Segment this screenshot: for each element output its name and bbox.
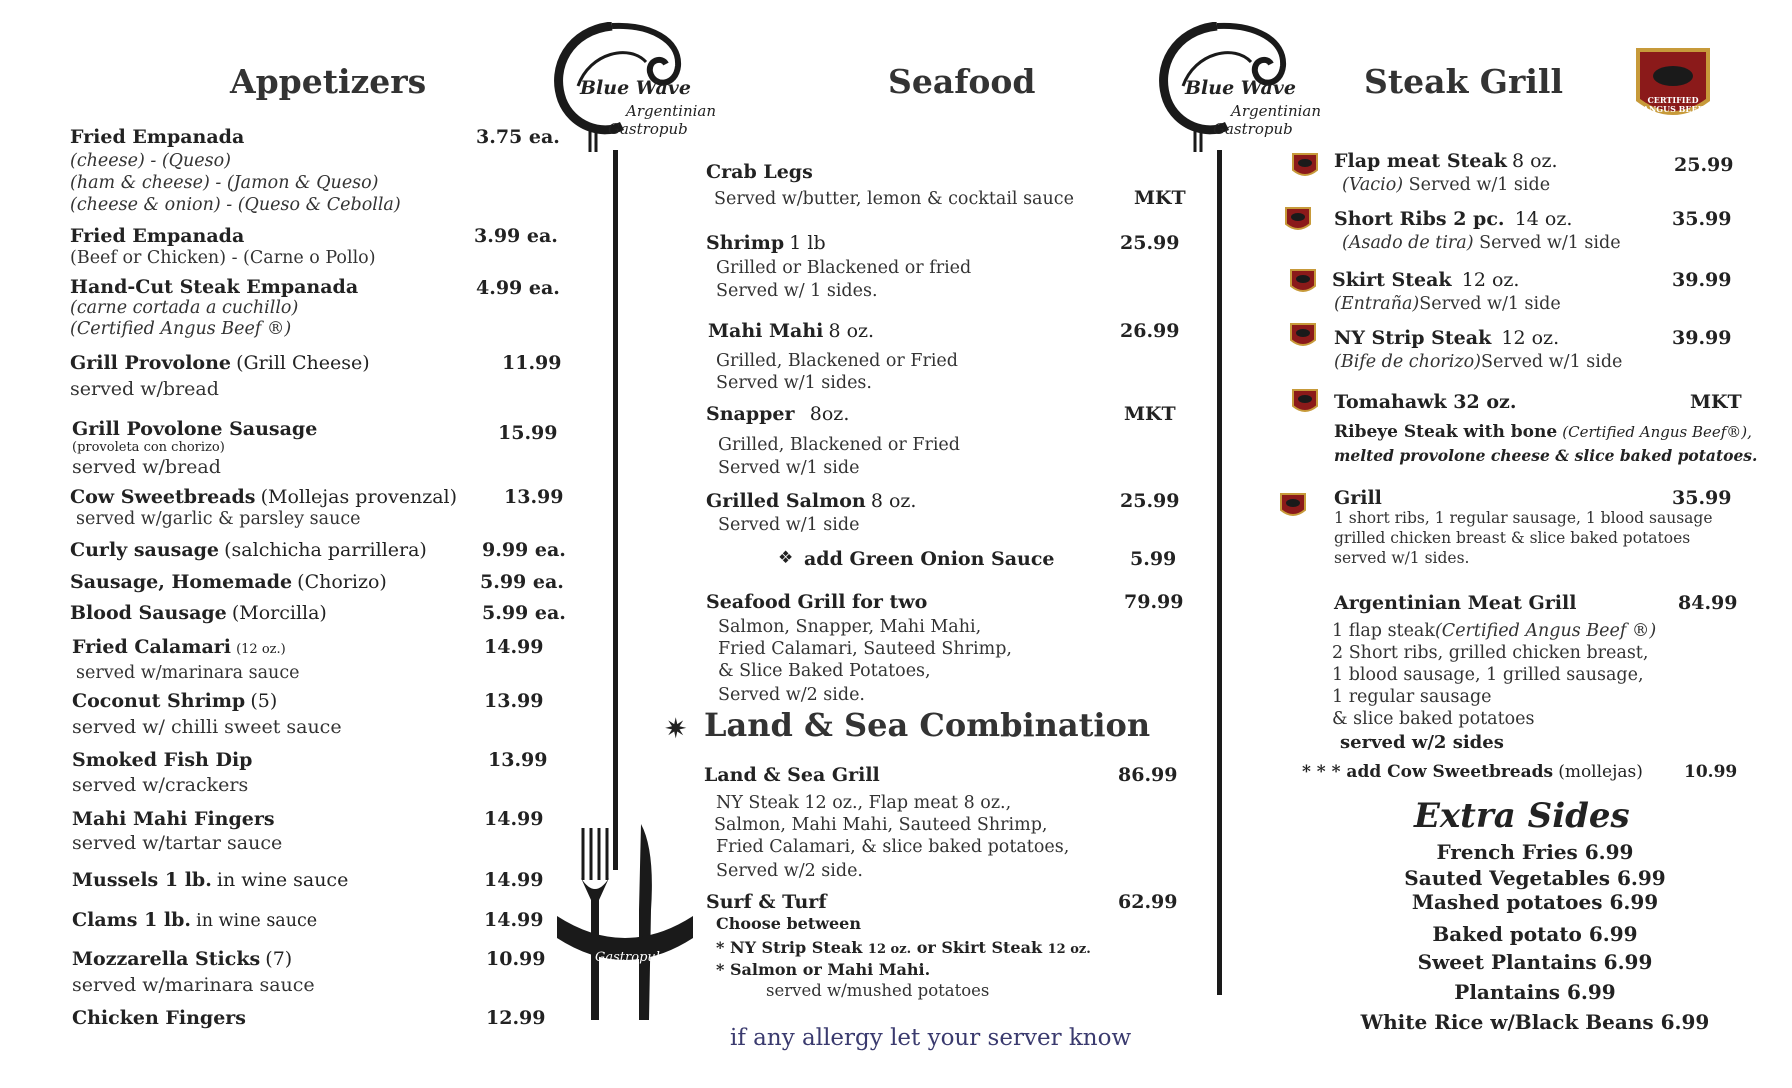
- item-desc: (Certified Angus Beef®),: [1562, 423, 1752, 441]
- item-note: (mollejas): [1558, 762, 1643, 782]
- item-price: 5.99: [1130, 548, 1177, 570]
- item-desc: Served w/1 side: [1479, 233, 1621, 253]
- item-price: 39.99: [1672, 327, 1732, 349]
- item-note: (salchicha parrillera): [224, 539, 427, 561]
- item-name: Blood Sausage: [70, 602, 227, 624]
- item-desc: Served w/1 side: [718, 515, 860, 535]
- item-name: Land & Sea Grill: [704, 764, 880, 786]
- logo-text: Gastropub: [608, 120, 688, 138]
- star-burst-icon: ✷: [664, 712, 688, 745]
- item-name: add Green Onion Sauce: [804, 548, 1055, 570]
- logo-text: Argentinian: [1231, 102, 1322, 120]
- item-price: 25.99: [1120, 232, 1180, 254]
- item-name: Mozzarella Sticks: [72, 948, 261, 970]
- item-name: Hand-Cut Steak Empanada: [70, 276, 359, 298]
- item-price: 13.99: [488, 749, 548, 771]
- item-price: 79.99: [1124, 591, 1184, 613]
- item-name: Crab Legs: [706, 161, 813, 183]
- item-price: 84.99: [1678, 592, 1738, 614]
- item-price: 26.99: [1120, 320, 1180, 342]
- item-desc: or Skirt Steak: [916, 938, 1043, 957]
- item-desc: (carne cortada a cuchillo): [70, 298, 299, 318]
- item-desc: Served w/1 sides.: [716, 373, 872, 393]
- badge-text: CERTIFIED ANGUS BEEF: [1642, 95, 1704, 114]
- logo-text: Argentinian: [626, 102, 717, 120]
- item-price: 11.99: [502, 352, 562, 374]
- item-desc: (Beef or Chicken) - (Carne o Pollo): [70, 248, 376, 268]
- item-price: 3.75 ea.: [476, 126, 560, 148]
- item-desc: (Asado de tira): [1342, 233, 1474, 253]
- item-desc: Served w/ 1 sides.: [716, 281, 878, 301]
- steak-grill-title: Steak Grill: [1364, 62, 1563, 101]
- item-name: Coconut Shrimp: [72, 690, 246, 712]
- item-price: 15.99: [498, 422, 558, 444]
- item-name: Snapper: [706, 403, 795, 425]
- item-name: Grill Povolone Sausage: [72, 418, 318, 440]
- allergy-note: if any allergy let your server know: [730, 1025, 1132, 1051]
- item-note: (12 oz.): [236, 642, 286, 657]
- item-desc: Served w/1 side: [1480, 352, 1623, 372]
- item-name: Mahi Mahi: [708, 320, 824, 342]
- item-desc: Grilled or Blackened or fried: [716, 258, 972, 278]
- item-desc: 1 flap steak: [1332, 621, 1435, 641]
- fork-knife-icon: [555, 820, 695, 1020]
- item-desc: Grilled, Blackened or Fried: [718, 435, 960, 455]
- item-note: (7): [265, 948, 293, 970]
- side-item: Sweet Plantains 6.99: [1417, 950, 1653, 974]
- item-desc: Fried Calamari, Sauteed Shrimp,: [718, 639, 1012, 659]
- item-desc: Served w/1 side: [1408, 175, 1551, 195]
- item-price: 10.99: [1684, 762, 1738, 782]
- item-name: Tomahawk 32 oz.: [1334, 391, 1517, 413]
- angus-badge-icon: [1283, 204, 1313, 234]
- item-desc: 2 Short ribs, grilled chicken breast,: [1332, 643, 1649, 663]
- side-item: Mashed potatoes 6.99: [1411, 890, 1659, 914]
- item-name: Grill: [1334, 487, 1382, 509]
- item-price: 4.99 ea.: [476, 277, 560, 299]
- item-desc: (Bife de chorizo): [1334, 352, 1481, 372]
- item-desc: served w/mushed potatoes: [766, 981, 990, 1000]
- banner-text: Gastropub: [595, 950, 665, 965]
- item-desc: * NY Strip Steak: [716, 938, 863, 957]
- item-note: (Chorizo): [297, 571, 387, 593]
- item-desc: served w/bread: [72, 456, 221, 478]
- item-note: 8 oz.: [1511, 150, 1558, 172]
- logo-text: Blue Wave: [580, 77, 691, 99]
- item-price: 14.99: [484, 808, 544, 830]
- angus-badge-icon: [1288, 320, 1318, 350]
- item-price: 14.99: [484, 636, 544, 658]
- item-note: (Grill Cheese): [236, 352, 370, 374]
- side-item: Sauted Vegetables 6.99: [1404, 866, 1666, 890]
- item-desc: melted provolone cheese & slice baked potatoes.: [1334, 446, 1758, 465]
- column-divider: [1217, 150, 1222, 995]
- item-name: Skirt Steak: [1332, 269, 1452, 291]
- item-desc: served w/garlic & parsley sauce: [76, 509, 361, 529]
- item-desc: (Certified Angus Beef ®): [70, 319, 292, 339]
- item-desc: (cheese) - (Queso): [70, 151, 231, 171]
- item-desc: Grilled, Blackened or Fried: [716, 351, 958, 371]
- item-desc: Served w/1 side: [718, 458, 860, 478]
- item-desc: (provoleta con chorizo): [72, 440, 225, 455]
- item-note: 8 oz.: [828, 320, 875, 342]
- item-desc: Salmon, Mahi Mahi, Sauteed Shrimp,: [714, 815, 1048, 835]
- side-item: White Rice w/Black Beans 6.99: [1360, 1010, 1710, 1034]
- land-sea-title: Land & Sea Combination: [704, 706, 1151, 744]
- item-desc: served w/marinara sauce: [76, 663, 300, 683]
- item-price: 5.99 ea.: [480, 571, 564, 593]
- item-desc: served w/marinara sauce: [72, 974, 315, 996]
- item-desc: & slice baked potatoes: [1332, 709, 1535, 729]
- blue-wave-logo: [550, 22, 717, 162]
- angus-badge-icon: [1290, 150, 1320, 180]
- item-desc: 12 oz.: [1047, 942, 1091, 957]
- item-price: 5.99 ea.: [482, 602, 566, 624]
- item-name: Argentinian Meat Grill: [1334, 592, 1577, 614]
- item-note: 12 oz.: [1501, 327, 1560, 349]
- diamond-bullet-icon: ❖: [778, 548, 794, 568]
- side-item: Plantains 6.99: [1454, 980, 1616, 1004]
- item-desc: Fried Calamari, & slice baked potatoes,: [716, 837, 1070, 857]
- item-desc: Served w/2 side.: [716, 861, 863, 881]
- item-note: (5): [250, 690, 278, 712]
- item-price: 9.99 ea.: [482, 539, 566, 561]
- item-name: Fried Empanada: [70, 225, 245, 247]
- column-divider: [613, 150, 618, 870]
- item-price: 13.99: [484, 690, 544, 712]
- item-price: 12.99: [486, 1007, 546, 1029]
- certified-angus-badge: [1632, 40, 1714, 125]
- item-price: 39.99: [1672, 269, 1732, 291]
- logo-text: Blue Wave: [1185, 77, 1296, 99]
- item-desc: (Certified Angus Beef ®): [1434, 621, 1657, 641]
- item-price: 10.99: [486, 948, 546, 970]
- item-desc: served w/ chilli sweet sauce: [72, 716, 342, 738]
- utensils-banner: [555, 820, 695, 1020]
- item-desc: NY Steak 12 oz., Flap meat 8 oz.,: [716, 793, 1012, 813]
- item-name: Grill Provolone: [70, 352, 231, 374]
- item-name: Mussels 1 lb.: [72, 869, 212, 891]
- item-name: Cow Sweetbreads: [70, 486, 256, 508]
- item-desc: 1 regular sausage: [1332, 687, 1492, 707]
- item-name: Short Ribs 2 pc.: [1334, 208, 1505, 230]
- item-name: Grilled Salmon: [706, 490, 866, 512]
- item-price: 25.99: [1120, 490, 1180, 512]
- item-desc: served w/tartar sauce: [72, 832, 283, 854]
- side-item: French Fries 6.99: [1436, 840, 1634, 864]
- item-desc: 1 blood sausage, 1 grilled sausage,: [1332, 665, 1644, 685]
- angus-badge-icon: [1290, 386, 1320, 416]
- item-desc: Salmon, Snapper, Mahi Mahi,: [718, 617, 982, 637]
- item-desc: (ham & cheese) - (Jamon & Queso): [70, 173, 379, 193]
- item-note: in wine sauce: [196, 911, 318, 931]
- item-desc: Served w/butter, lemon & cocktail sauce: [714, 189, 1074, 209]
- item-desc: 12 oz.: [867, 942, 912, 957]
- item-note: 8 oz.: [870, 490, 917, 512]
- item-price: 62.99: [1118, 891, 1178, 913]
- item-name: NY Strip Steak: [1334, 327, 1492, 349]
- appetizers-title: Appetizers: [230, 62, 427, 101]
- angus-badge-icon: [1288, 266, 1318, 296]
- item-desc: Served w/1 side: [1419, 294, 1561, 314]
- blue-wave-logo: [1155, 22, 1322, 162]
- item-note: (Mollejas provenzal): [260, 486, 458, 508]
- item-name: Clams 1 lb.: [72, 909, 192, 931]
- item-desc: Choose between: [716, 914, 861, 933]
- item-name: Chicken Fingers: [72, 1007, 247, 1029]
- item-desc: served w/bread: [70, 378, 219, 400]
- item-name: Mahi Mahi Fingers: [72, 808, 275, 830]
- item-desc: & Slice Baked Potatoes,: [718, 661, 931, 681]
- item-desc: grilled chicken breast & slice baked potatoes: [1334, 529, 1691, 547]
- item-price: MKT: [1134, 187, 1186, 209]
- angus-badge-icon: [1278, 490, 1308, 520]
- item-name: Curly sausage: [70, 539, 220, 561]
- item-desc: served w/2 sides: [1340, 732, 1504, 753]
- item-note: 8oz.: [809, 403, 850, 425]
- item-name: Surf & Turf: [706, 891, 827, 913]
- item-name: Smoked Fish Dip: [72, 749, 253, 771]
- item-desc: served w/crackers: [72, 774, 249, 796]
- item-name: Flap meat Steak: [1334, 150, 1507, 172]
- seafood-title: Seafood: [888, 62, 1036, 101]
- item-name: Shrimp: [706, 232, 785, 254]
- item-desc: Served w/2 side.: [718, 685, 865, 705]
- item-name: Fried Empanada: [70, 126, 245, 148]
- item-name: Seafood Grill for two: [706, 591, 928, 613]
- item-note: 1 lb: [789, 232, 826, 254]
- item-note: 14 oz.: [1514, 208, 1573, 230]
- item-desc: Ribeye Steak with bone: [1334, 422, 1558, 442]
- item-desc: served w/1 sides.: [1334, 549, 1470, 567]
- item-name: * * * add Cow Sweetbreads: [1302, 762, 1554, 782]
- item-price: 35.99: [1672, 487, 1732, 509]
- item-price: 3.99 ea.: [474, 225, 558, 247]
- extra-sides-title: Extra Sides: [1414, 796, 1630, 836]
- item-price: 25.99: [1674, 154, 1734, 176]
- item-note: (Morcilla): [231, 602, 327, 624]
- item-desc: (Vacio): [1342, 175, 1404, 195]
- item-desc: * Salmon or Mahi Mahi.: [716, 960, 931, 979]
- item-price: MKT: [1124, 403, 1176, 425]
- item-desc: (cheese & onion) - (Queso & Cebolla): [70, 195, 401, 215]
- item-note: in wine sauce: [216, 869, 349, 891]
- item-price: 35.99: [1672, 208, 1732, 230]
- side-item: Baked potato 6.99: [1432, 922, 1638, 946]
- item-price: 86.99: [1118, 764, 1178, 786]
- item-name: Sausage, Homemade: [70, 571, 293, 593]
- item-name: Fried Calamari: [72, 636, 231, 658]
- item-price: 14.99: [484, 869, 544, 891]
- item-note: 12 oz.: [1461, 269, 1520, 291]
- item-desc: (Entraña): [1334, 294, 1420, 314]
- item-price: 13.99: [504, 486, 564, 508]
- logo-text: Gastropub: [1213, 120, 1293, 138]
- item-price: MKT: [1690, 391, 1742, 413]
- item-desc: 1 short ribs, 1 regular sausage, 1 blood sausage: [1334, 509, 1713, 527]
- item-price: 14.99: [484, 909, 544, 931]
